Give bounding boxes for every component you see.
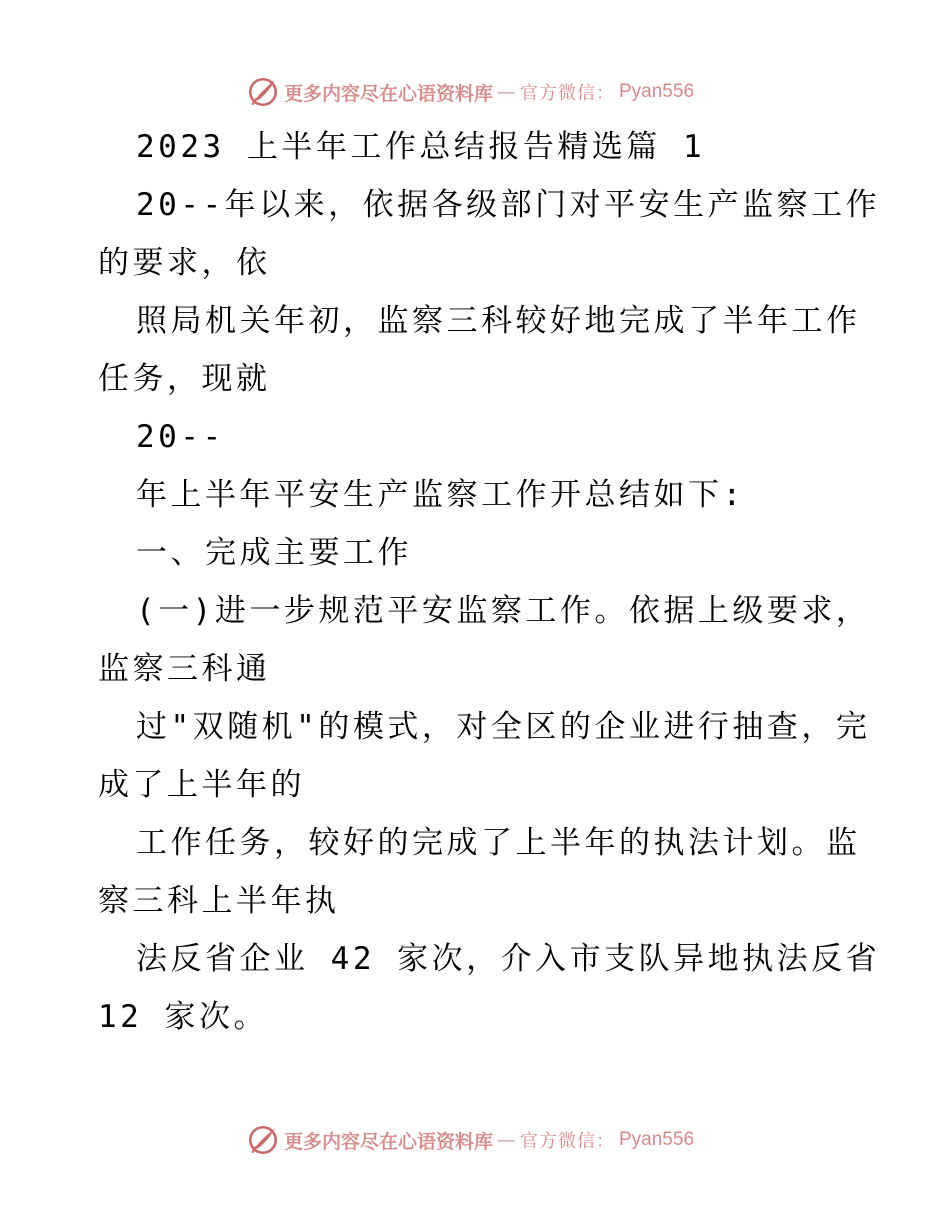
document-line: 20-- bbox=[136, 419, 225, 455]
watermark-group bbox=[246, 1123, 694, 1157]
watermark-group bbox=[246, 75, 694, 109]
watermark-wechat-label: 官方微信： bbox=[520, 83, 615, 104]
document-line: 监察三科通 bbox=[98, 651, 271, 687]
document-line: 过"双随机"的模式，对全区的企业进行抽查，完 bbox=[136, 709, 871, 745]
document-line: 任务，现就 bbox=[98, 361, 271, 397]
document-line: 的要求，依 bbox=[98, 245, 271, 281]
header-watermark bbox=[0, 72, 950, 112]
document-line: 工作任务，较好的完成了上半年的执法计划。监 bbox=[136, 825, 861, 861]
watermark-wechat-id: Pyan556 bbox=[619, 1129, 695, 1150]
watermark-wechat-id: Pyan556 bbox=[619, 81, 695, 102]
document-line: 一、完成主要工作 bbox=[136, 535, 412, 571]
quill-logo-icon bbox=[246, 1123, 280, 1157]
watermark-dash: — bbox=[497, 81, 516, 103]
watermark-slogan: 更多内容尽在心语资料库 bbox=[283, 1130, 493, 1153]
document-line: 20--年以来，依据各级部门对平安生产监察工作 bbox=[136, 187, 881, 223]
quill-logo-icon bbox=[246, 75, 280, 109]
footer-watermark bbox=[0, 1120, 950, 1160]
document-line: 照局机关年初，监察三科较好地完成了半年工作 bbox=[136, 303, 861, 339]
document-line: 察三科上半年执 bbox=[98, 883, 340, 919]
document-line: 2023 上半年工作总结报告精选篇 1 bbox=[136, 129, 706, 165]
document-line: 年上半年平安生产监察工作开总结如下: bbox=[136, 477, 745, 513]
watermark-dash: — bbox=[497, 1129, 516, 1151]
document-body bbox=[98, 118, 881, 1046]
document-line: (一)进一步规范平安监察工作。依据上级要求， bbox=[136, 593, 871, 629]
watermark-wechat-label: 官方微信： bbox=[520, 1131, 615, 1152]
document-line: 成了上半年的 bbox=[98, 767, 305, 803]
document-line: 12 家次。 bbox=[98, 999, 268, 1035]
document-line: 法反省企业 42 家次，介入市支队异地执法反省 bbox=[136, 941, 881, 977]
watermark-slogan: 更多内容尽在心语资料库 bbox=[283, 82, 493, 105]
